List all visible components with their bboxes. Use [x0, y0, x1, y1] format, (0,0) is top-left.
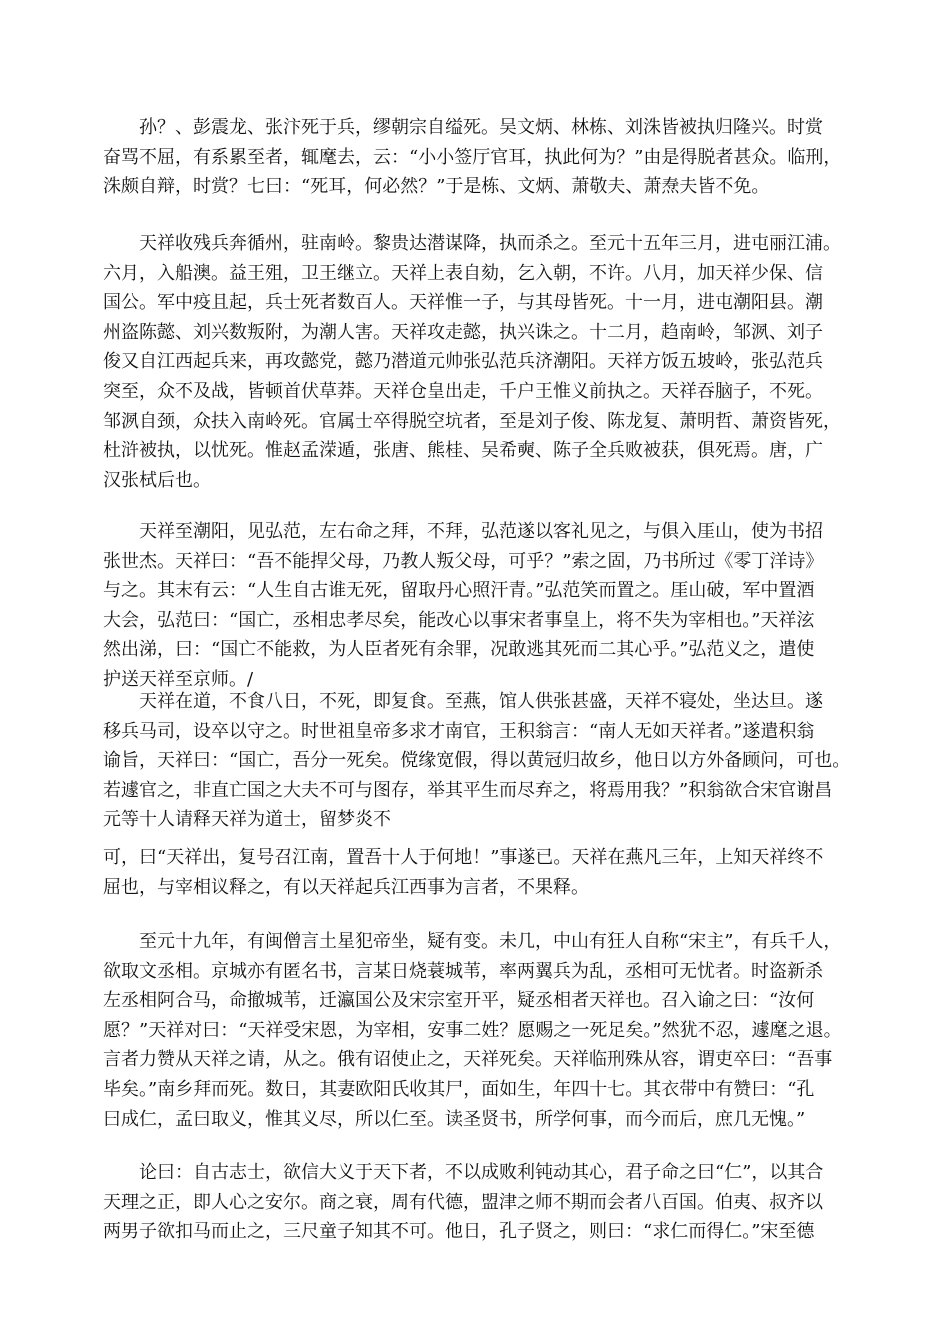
text-line: 然出涕，曰：“国亡不能救，为人臣者死有余罪，况敢逃其死而二其心乎。”弘范义之，遣使	[103, 639, 815, 661]
paragraph	[103, 927, 855, 1134]
text-line: 毕矣。”南乡拜而死。数日，其妻欧阳氏收其尸，面如生，年四十七。其衣带中有赞曰：“孔	[103, 1078, 815, 1100]
text-line: 大会，弘范曰：“国亡，丞相忠孝尽矣，能改心以事宋者事皇上，将不失为宰相也。”天祥泫	[103, 609, 815, 631]
text-line: 至元十九年，有闽僧言土星犯帝坐，疑有变。未几，中山有狂人自称“宋主”，有兵千人，	[103, 931, 842, 952]
text-line: 杜浒被执，以忧死。惟赵孟溁遁，张唐、熊桂、吴希奭、陈子全兵败被获，俱死焉。唐，广	[103, 440, 823, 462]
text-line: 汉张栻后也。	[103, 469, 211, 491]
paragraph	[103, 843, 855, 902]
text-line: 屈也，与宰相议释之，有以天祥起兵江西事为言者，不果释。	[103, 876, 589, 898]
text-line: 天理之正，即人心之安尔。商之衰，周有代德，盟津之师不期而会者八百国。伯夷、叔齐以	[103, 1191, 823, 1213]
text-line: 国公。军中疫且起，兵士死者数百人。天祥惟一子，与其母皆死。十一月，进屯潮阳县。潮	[103, 292, 823, 314]
text-line: 孙？、彭震龙、张汴死于兵，缪朝宗自缢死。吴文炳、林栋、刘洙皆被执归隆兴。时赏	[103, 117, 823, 138]
text-line: 张世杰。天祥曰：“吾不能捍父母，乃教人叛父母，可乎？”索之固，乃书所过《零丁洋诗》	[103, 550, 824, 572]
text-line: 突至，众不及战，皆顿首伏草莽。天祥仓皇出走，千户王惟义前执之。天祥吞脑子，不死。	[103, 380, 823, 402]
text-line: 与之。其末有云：“人生自古谁无死，留取丹心照汗青。”弘范笑而置之。厓山破，军中置酒	[103, 580, 815, 602]
text-line: 言者力赞从天祥之请，从之。俄有诏使止之，天祥死矣。天祥临刑殊从容，谓吏卒曰：“吾事	[103, 1049, 833, 1071]
text-line: 可，曰“天祥出，复号召江南，置吾十人于何地！”事遂已。天祥在燕凡三年，上知天祥终不	[103, 847, 824, 868]
text-line: 护送天祥至京师。/	[103, 668, 254, 690]
text-line: 欲取文丞相。京城亦有匿名书，言某日烧蓑城苇，率两翼兵为乱，丞相可无忧者。时盗新杀	[103, 960, 823, 982]
text-line: 谕旨，天祥曰：“国亡，吾分一死矣。傥缘宽假，得以黄冠归故乡，他日以方外备顾问，可也。	[103, 750, 851, 772]
text-line: 曰成仁，孟曰取义，惟其义尽，所以仁至。读圣贤书，所学何事，而今而后，庶几无愧。”	[103, 1108, 806, 1130]
paragraph	[103, 687, 855, 835]
text-line: 两男子欲扣马而止之，三尺童子知其不可。他日，孔子贤之，则曰：“求仁而得仁。”宋至德	[103, 1221, 815, 1243]
paragraph	[103, 517, 855, 695]
paragraph	[103, 229, 855, 495]
text-line: 天祥收残兵奔循州，驻南岭。黎贵达潜谋降，执而杀之。至元十五年三月，进屯丽江浦。	[103, 233, 841, 254]
text-line: 天祥在道，不食八日，不死，即复食。至燕，馆人供张甚盛，天祥不寝处，坐达旦。遂	[103, 691, 823, 712]
paragraph	[103, 113, 855, 202]
text-line: 六月，入船澳。益王殂，卫王继立。天祥上表自劾，乞入朝，不许。八月，加天祥少保、信	[103, 262, 823, 284]
text-line: 俊又自江西起兵来，再攻懿党，懿乃潜道元帅张弘范兵济潮阳。天祥方饭五坡岭，张弘范兵	[103, 351, 823, 373]
text-line: 州盗陈懿、刘兴数叛附，为潮人害。天祥攻走懿，执兴诛之。十二月，趋南岭，邹洬、刘子	[103, 321, 823, 343]
text-line: 奋骂不屈，有系累至者，辄麾去，云：“小小签厅官耳，执此何为？”由是得脱者甚众。临刑，	[103, 146, 842, 168]
text-line: 愿？”天祥对曰：“天祥受宋恩，为宰相，安事二姓？愿赐之一死足矣。”然犹不忍，遽麾之退。	[103, 1019, 842, 1041]
text-line: 洙颇自辩，时赏？七曰：“死耳，何必然？”于是栋、文炳、萧敬夫、萧焘夫皆不免。	[103, 176, 770, 198]
text-line: 移兵马司，设卒以守之。时世祖皇帝多求才南官，王积翁言：“南人无如天祥者。”遂遣积翁	[103, 720, 815, 742]
text-line: 左丞相阿合马，命撤城苇，迁瀛国公及宋宗室开平，疑丞相者天祥也。召入谕之曰：“汝何	[103, 990, 815, 1012]
text-line: 若遽官之，非直亡国之大夫不可与图存，举其平生而尽弃之，将焉用我？”积翁欲合宋官谢昌	[103, 779, 833, 801]
text-line: 天祥至潮阳，见弘范，左右命之拜，不拜，弘范遂以客礼见之，与俱入厓山，使为书招	[103, 521, 823, 542]
text-line: 邹洬自颈，众扶入南岭死。官属士卒得脱空坑者，至是刘子俊、陈龙复、萧明哲、萧资皆死，	[103, 410, 841, 432]
text-line: 元等十人请释天祥为道士，留梦炎不	[103, 809, 391, 831]
text-line: 论曰：自古志士，欲信大义于天下者，不以成败利钝动其心，君子命之曰“仁”，以其合	[103, 1162, 824, 1183]
paragraph	[103, 1158, 855, 1247]
